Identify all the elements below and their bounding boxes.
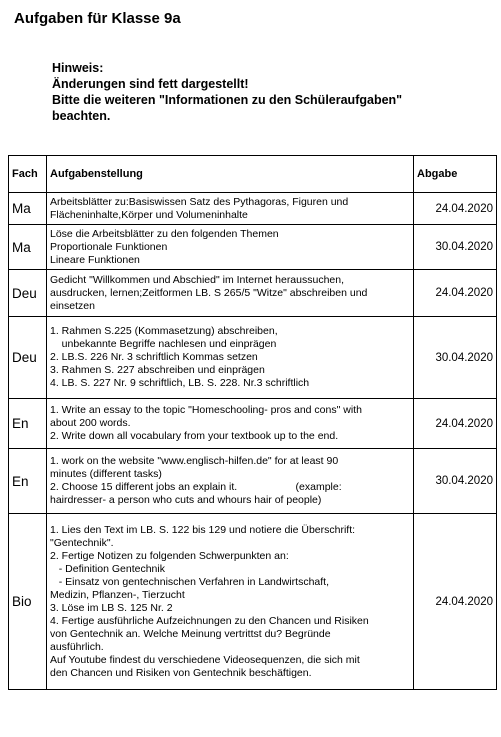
table-row [9, 270, 497, 317]
task-line: 1. work on the website "www.englisch-hilfen.de" for at least 90 [50, 455, 339, 467]
task-cell [47, 317, 414, 399]
notice-line: beachten. [52, 109, 111, 123]
task-line: "Gentechnik". [50, 536, 114, 549]
column-header-abgabe: Abgabe [414, 156, 497, 193]
task-line: 1. Lies den Text im LB. S. 122 bis 129 und notiere die Überschrift: [50, 523, 356, 536]
task-cell [47, 514, 414, 690]
due-date-cell: 24.04.2020 [414, 514, 497, 690]
task-cell [47, 193, 414, 225]
table-row [9, 225, 497, 270]
due-date-cell: 24.04.2020 [414, 193, 497, 225]
notice-line: Änderungen sind fett dargestellt! [52, 77, 249, 91]
due-date-cell: 24.04.2020 [414, 270, 497, 317]
table-row [9, 193, 497, 225]
table-row [9, 449, 497, 514]
due-date-cell: 30.04.2020 [414, 225, 497, 270]
assignments-table [8, 155, 497, 690]
task-line: Löse die Arbeitsblätter zu den folgenden Themen [50, 227, 279, 240]
notice-line: Bitte die weiteren "Informationen zu den Schüleraufgaben" [52, 93, 403, 107]
table-row [9, 514, 497, 690]
task-line: ausdrucken, lernen;Zeitformen LB. S 265/5 "Witze" abschreiben und [50, 286, 368, 299]
task-line: Lineare Funktionen [50, 253, 140, 266]
notice-heading: Hinweis: [52, 61, 104, 75]
task-line: ausführlich. [50, 640, 104, 653]
subject-cell: Ma [9, 193, 47, 225]
task-line: 2. LB.S. 226 Nr. 3 schriftlich Kommas setzen [50, 351, 258, 363]
task-cell [47, 449, 414, 514]
task-line: Proportionale Funktionen [50, 240, 168, 253]
subject-cell: Bio [9, 514, 47, 690]
task-line: 1. Rahmen S.225 (Kommasetzung) abschreiben, [50, 325, 278, 337]
table-row [9, 399, 497, 449]
task-line: unbekannte Begriffe nachlesen und einprägen [50, 338, 277, 350]
task-cell [47, 399, 414, 449]
task-line: Gedicht "Willkommen und Abschied" im Internet heraussuchen, [50, 273, 345, 286]
column-header-fach: Fach [9, 156, 47, 193]
task-line: - Einsatz von gentechnischen Verfahren in Landwirtschaft, [50, 575, 329, 588]
task-line: den Chancen und Risiken von Gentechnik beschäftigen. [50, 666, 312, 679]
subject-cell: Ma [9, 225, 47, 270]
task-line: hairdresser- a person who cuts and whours hair of people) [50, 494, 322, 506]
subject-cell: Deu [9, 270, 47, 317]
task-line: Arbeitsblätter zu:Basiswissen Satz des Pythagoras, Figuren und [50, 195, 349, 208]
task-line: minutes (different tasks) [50, 468, 162, 480]
subject-cell: Deu [9, 317, 47, 399]
task-line: - Definition Gentechnik [50, 562, 165, 575]
due-date-cell: 24.04.2020 [414, 399, 497, 449]
task-line: Flächeninhalte,Körper und Volumeninhalte [50, 208, 248, 221]
table-row [9, 317, 497, 399]
task-line: 1. Write an essay to the topic "Homeschooling- pros and cons" with [50, 404, 362, 416]
task-line: 2. Choose 15 different jobs an explain it. (example: [50, 481, 342, 493]
task-line: 3. Löse im LB S. 125 Nr. 2 [50, 601, 173, 614]
task-line: 4. Fertige ausführliche Aufzeichnungen zu den Chancen und Risiken [50, 614, 369, 627]
subject-cell: En [9, 399, 47, 449]
task-line: 3. Rahmen S. 227 abschreiben und einprägen [50, 364, 265, 376]
due-date-cell: 30.04.2020 [414, 317, 497, 399]
task-line: 4. LB. S. 227 Nr. 9 schriftlich, LB. S. 228. Nr.3 schriftlich [50, 377, 310, 389]
task-line: 2. Fertige Notizen zu folgenden Schwerpunkten an: [50, 549, 289, 562]
task-line: Medizin, Pflanzen-, Tierzucht [50, 588, 185, 601]
table-body [9, 193, 497, 690]
column-header-aufgabe: Aufgabenstellung [47, 156, 414, 193]
task-line: about 200 words. [50, 417, 131, 429]
task-line: von Gentechnik an. Welche Meinung vertrittst du? Begründe [50, 627, 331, 640]
task-cell [47, 270, 414, 317]
notice-block [52, 60, 402, 124]
task-line: 2. Write down all vocabulary from your textbook up to the end. [50, 430, 339, 442]
due-date-cell: 30.04.2020 [414, 449, 497, 514]
table-header-row [9, 156, 497, 193]
page-title: Aufgaben für Klasse 9a [14, 10, 181, 27]
task-cell [47, 225, 414, 270]
task-line: Auf Youtube findest du verschiedene Videosequenzen, die sich mit [50, 653, 360, 666]
subject-cell: En [9, 449, 47, 514]
task-line: einsetzen [50, 299, 95, 312]
